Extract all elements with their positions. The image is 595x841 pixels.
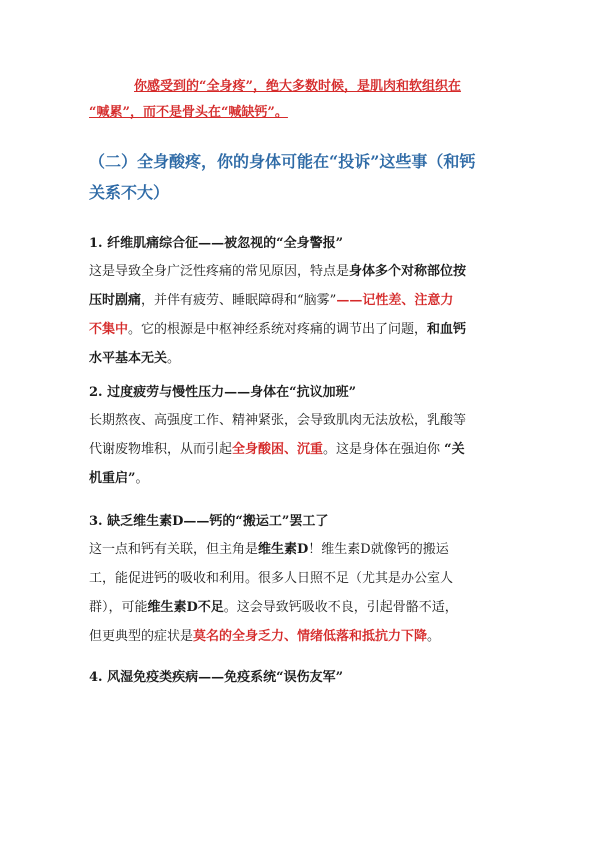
body-text: 但更典型的症状是: [89, 629, 194, 644]
highlight-text: 不集中: [89, 322, 129, 337]
item-2-heading: 2. 过度疲劳与慢性压力——身体在“抗议加班”: [89, 385, 357, 400]
body-text: 群），可能: [89, 600, 148, 615]
bold-text: 维生素D不足: [147, 600, 224, 615]
paragraph-line: [89, 435, 509, 464]
paragraph-line: [89, 257, 509, 286]
body-text: 。: [135, 471, 149, 486]
section-heading-line-1: （二）全身酸疼，你的身体可能在“投诉”这些事（和钙: [89, 152, 476, 171]
paragraph-line: [89, 344, 509, 373]
item-3-paragraph: [89, 535, 509, 651]
bold-text: 压时剧痛: [89, 293, 142, 308]
bold-text: “关: [444, 442, 465, 457]
item-4-heading: 4. 风湿免疫类疾病——免疫系统“误伤友军”: [89, 670, 344, 685]
body-text: 工，能促进钙的吸收和利用。很多人日照不足（尤其是办公室人: [89, 571, 454, 586]
body-text: ！维生素D就像钙的搬运: [308, 542, 449, 557]
item-2-paragraph: [89, 406, 509, 493]
body-text: 代谢废物堆积，从而引起: [89, 442, 233, 457]
paragraph-line: [89, 406, 509, 435]
intro-line-2: “喊累”，而不是骨头在“喊缺钙”。: [89, 105, 288, 120]
body-text: 这是导致全身广泛性疼痛的常见原因，特点是: [89, 264, 350, 279]
bold-text: 维生素D: [258, 542, 309, 557]
paragraph-line: [89, 593, 509, 622]
intro-callout: [89, 74, 509, 126]
body-text: 。这会导致钙吸收不良，引起骨骼不适，: [223, 600, 458, 615]
item-3-heading: 3. 缺乏维生素D——钙的“搬运工”罢工了: [89, 514, 329, 529]
body-text: 。这是身体在强迫你: [323, 442, 445, 457]
highlight-text: ——记性差、注意力: [336, 293, 454, 308]
body-text: 这一点和钙有关联，但主角是: [89, 542, 259, 557]
paragraph-line: [89, 564, 509, 593]
bold-text: 水平基本无关: [89, 351, 168, 366]
bold-text: 机重启”: [89, 471, 136, 486]
highlight-text: 莫名的全身乏力、情绪低落和抵抗力下降: [193, 629, 428, 644]
bold-text: 和血钙: [427, 322, 467, 337]
item-1-paragraph: [89, 257, 509, 373]
body-text: 。: [427, 629, 441, 644]
highlight-text: 全身酸困、沉重: [232, 442, 324, 457]
paragraph-line: [89, 535, 509, 564]
body-text: 。: [167, 351, 181, 366]
item-1-heading: 1. 纤维肌痛综合征——被忽视的“全身警报”: [89, 236, 344, 251]
paragraph-line: [89, 464, 509, 493]
paragraph-line: [89, 286, 509, 315]
body-text: 。它的根源是中枢神经系统对疼痛的调节出了问题，: [128, 322, 428, 337]
bold-text: 身体多个对称部位按: [349, 264, 467, 279]
section-heading: [89, 146, 519, 208]
paragraph-line: [89, 315, 509, 344]
intro-line-1: 你感受到的“全身疼”，绝大多数时候，是肌肉和软组织在: [134, 79, 461, 94]
body-text: 长期熬夜、高强度工作、精神紧张，会导致肌肉无法放松，乳酸等: [89, 413, 467, 428]
body-text: ，并伴有疲劳、睡眠障碍和“脑雾”: [141, 293, 337, 308]
section-heading-line-2: 关系不大）: [89, 183, 170, 202]
paragraph-line: [89, 622, 509, 651]
